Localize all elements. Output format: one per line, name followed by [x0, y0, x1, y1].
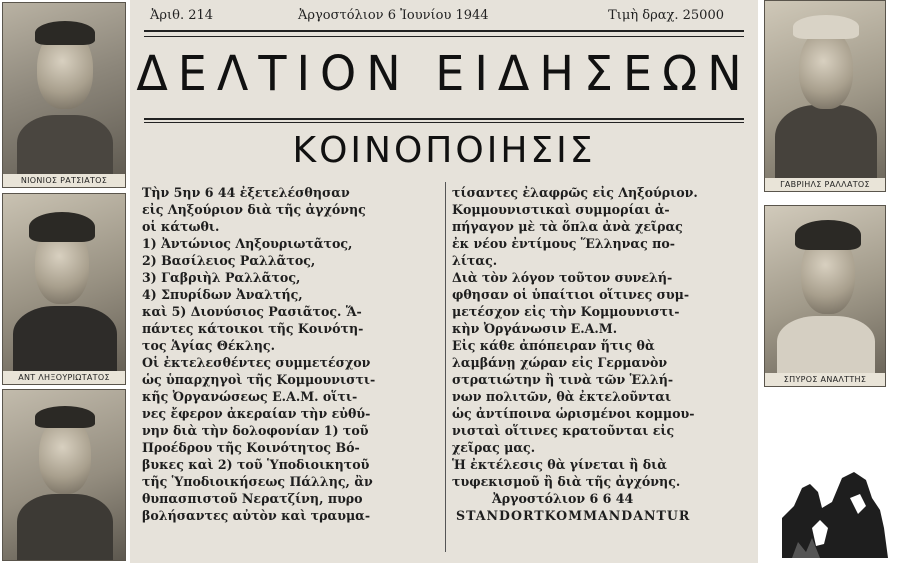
photo-hair — [35, 21, 95, 45]
text-line: καὶ 5) Διονύσιος Ρασιᾶτος. Ἅ- — [142, 304, 362, 319]
portrait-photo-mid-left — [2, 193, 126, 385]
photo-torso — [13, 306, 117, 376]
article-column-1 — [142, 184, 442, 524]
portrait-photo-top-right — [764, 0, 886, 192]
photo-cap — [793, 15, 859, 39]
text-line: λίτας. — [452, 253, 498, 268]
text-line: 3) Γαβριὴλ Ραλλᾶτος, — [142, 270, 301, 285]
text-line: εἰς Ληξούριον διὰ τῆς ἀγχόνης — [142, 202, 366, 217]
photo-face — [799, 29, 853, 109]
signoff-place-date: Ἀργοστόλιον 6 6 44 — [492, 491, 634, 506]
article-column-2 — [452, 184, 750, 524]
text-line: τυφεκισμοῦ ἢ διὰ τῆς ἀγχόνης. — [452, 474, 681, 489]
issue-price: Τιμὴ δραχ. 25000 — [608, 8, 724, 23]
photo-torso — [777, 316, 875, 380]
text-line: φθησαν οἱ ὑπαίτιοι οἵτινες συμ- — [452, 287, 690, 302]
photo-caption: ΣΠΥΡΟΣ ΑΝΑΛΤΤΗΣ — [765, 373, 885, 386]
text-line: Κομμουνιστικαὶ συμμορίαι ἀ- — [452, 202, 670, 217]
text-line: νες ἔφερον ἀκεραίαν τὴν εὐθύ- — [142, 406, 371, 421]
text-line: ἐκ νέου ἐντίμους Ἕλληνας πο- — [452, 236, 676, 251]
photo-torso — [775, 105, 877, 185]
issue-place-date: Ἀργοστόλιον 6 Ἰουνίου 1944 — [298, 8, 489, 23]
text-line: λαμβάνῃ χώραν εἰς Γερμανὸν — [452, 355, 668, 370]
text-line: 1) Ἀντώνιος Ληξουριωτᾶτος, — [142, 236, 353, 251]
text-line: θυπασπιστοῦ Νερατζίνη, πυρο — [142, 491, 363, 506]
text-line: στρατιώτην ἢ τινὰ τῶν Ἑλλή- — [452, 372, 674, 387]
text-line: ὡς ὑπαρχηγοὶ τῆς Κομμουνιστι- — [142, 372, 376, 387]
photo-hair — [795, 220, 861, 250]
text-line: χεῖρας μας. — [452, 440, 536, 455]
masthead-rule — [144, 30, 744, 32]
newspaper-page — [130, 0, 758, 563]
photo-caption: ΝΙΟΝΙΟΣ ΡΑΤΣΙΑΤΟΣ — [3, 174, 125, 187]
text-line: 4) Σπυρίδων Ἀναλτής, — [142, 287, 303, 302]
text-line: Εἰς κάθε ἀπόπειραν ἥτις θὰ — [452, 338, 655, 353]
photo-hair — [35, 406, 95, 428]
text-line: νισταὶ οἵτινες κρατοῦνται εἰς — [452, 423, 675, 438]
text-line: βολήσαντες αὐτὸν καὶ τραυμα- — [142, 508, 371, 523]
photo-torso — [17, 494, 113, 561]
text-line: Ἡ ἐκτέλεσις θὰ γίνεται ἢ διὰ — [452, 457, 667, 472]
text-line: Τὴν 5ην 6 44 ἐξετελέσθησαν — [142, 185, 350, 200]
portrait-photo-top-left — [2, 2, 126, 188]
notice-heading: ΚΟΙΝΟΠΟΙΗΣΙΣ — [292, 130, 596, 171]
issue-number: Ἀριθ. 214 — [150, 8, 214, 23]
text-line: Προέδρου τῆς Κοινότητος Βό- — [142, 440, 360, 455]
text-line: νην διὰ τὴν δολοφονίαν 1) τοῦ — [142, 423, 369, 438]
text-line: Οἱ ἐκτελεσθέντες συμμετέσχον — [142, 355, 371, 370]
text-line: τος Ἁγίας Θέκλης. — [142, 338, 275, 353]
text-line: ὡς ἀντίποινα ὡρισμένοι κομμου- — [452, 406, 695, 421]
masthead-rule-thin — [144, 36, 744, 37]
text-line: Διὰ τὸν λόγον τοῦτον συνελή- — [452, 270, 673, 285]
text-line: μετέσχον εἰς τὴν Κομμουνιστι- — [452, 304, 680, 319]
photo-caption: ΓΑΒΡΙΗΛΣ ΡΑΛΛΑΤΟΣ — [765, 178, 885, 191]
text-line: νων πολιτῶν, θὰ ἐκτελοῦνται — [452, 389, 672, 404]
newspaper-title: ΔΕΛΤΙΟΝ ΕΙΔΗΣΕΩΝ — [136, 44, 752, 102]
photo-hair — [29, 212, 95, 242]
text-line: πήγαγον μὲ τὰ ὅπλα ἀνὰ χεῖρας — [452, 219, 683, 234]
signoff-authority: STANDORTKOMMANDANTUR — [456, 508, 691, 523]
title-rule — [144, 118, 744, 120]
photo-caption: ΑΝΤ ΛΗΞΟΥΡΙΩΤΑΤΟΣ — [3, 371, 125, 384]
portrait-photo-bottom-left — [2, 389, 126, 561]
text-line: βυκες καὶ 2) τοῦ Ὑποδιοικητοῦ — [142, 457, 370, 472]
text-line: τῆς Ὑποδιοικήσεως Πάλλης, ἂν — [142, 474, 373, 489]
column-divider — [445, 182, 446, 552]
text-line: 2) Βασίλειος Ραλλᾶτος, — [142, 253, 316, 268]
woodcut-emblem-icon — [772, 458, 894, 563]
portrait-photo-mid-right — [764, 205, 886, 387]
title-rule-thin — [144, 122, 744, 123]
text-line: τίσαντες ἐλαφρῶς εἰς Ληξούριον. — [452, 185, 698, 200]
text-line: κὴν Ὀργάνωσιν Ε.Α.Μ. — [452, 321, 618, 336]
text-line: πάντες κάτοικοι τῆς Κοινότη- — [142, 321, 364, 336]
text-line: κῆς Ὀργανώσεως Ε.Α.Μ. οἵτι- — [142, 389, 358, 404]
text-line: οἱ κάτωθι. — [142, 219, 220, 234]
